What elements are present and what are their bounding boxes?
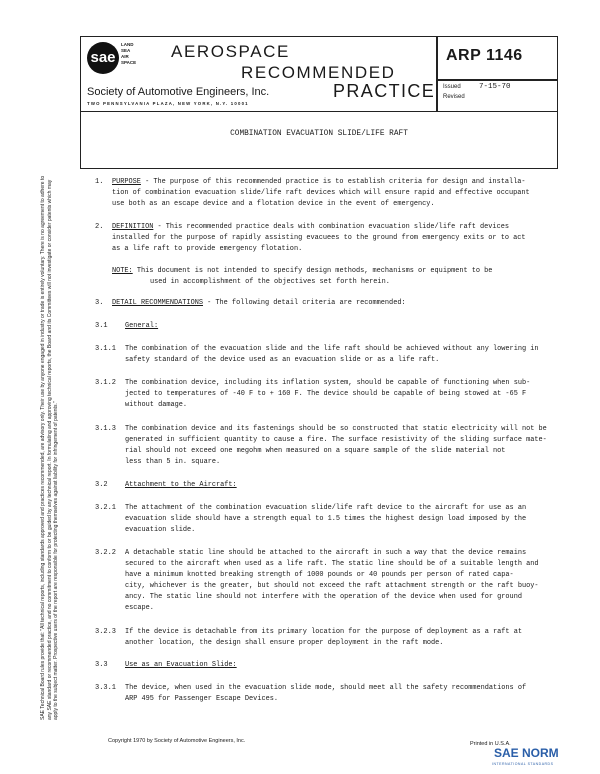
paragraph-line: evacuation slide. [125, 526, 196, 534]
paragraph-line: safety standard of the device used as an evacuation slide or as a life raft. [125, 356, 440, 364]
item-number: 3.2.1 [95, 504, 117, 512]
subsection-heading: Use as an Evacuation Slide: [125, 661, 237, 669]
note-label: NOTE: [112, 267, 133, 275]
paragraph-text: - This recommended practice deals with combination evacuation slide/life raft devices [153, 223, 509, 231]
paragraph-text: - The following detail criteria are recommended: [202, 299, 406, 307]
paragraph-line: The combination device, including its inflation system, should be capable of functioning when sub- [125, 379, 531, 387]
paragraph-line: ancy. The static line should not interfere with the operation of the device when used for ground [125, 593, 522, 601]
paragraph-line: jected to temperatures of -40 F to + 160 F. The device should be capable of being stowed at -65 F [125, 390, 527, 398]
sae-norm-watermark: SAE NORM [494, 746, 559, 760]
copyright-notice: Copyright 1970 by Society of Automotive Engineers, Inc. [108, 738, 246, 744]
note-line: used in accomplishment of the objectives set forth herein. [150, 278, 390, 286]
paragraph-line [112, 298, 406, 309]
paragraph-line: evacuation slide should have a strength equal to 1.5 times the highest design load imposed by the [125, 515, 527, 523]
subsection-number: 3.1 [95, 322, 108, 330]
title-practice: PRACTICE [333, 81, 436, 101]
paragraph-line: A detachable static line should be attached to the aircraft in such a way that the device remains [125, 549, 527, 557]
logo-word: AIR [121, 54, 129, 59]
paragraph-line: secured to the aircraft when used as a life raft. The static line should be of a suitable length and [125, 560, 539, 568]
paragraph-line: use both as an escape device and a flotation device in the event of emergency. [112, 200, 435, 208]
document-title: COMBINATION EVACUATION SLIDE/LIFE RAFT [230, 130, 408, 138]
title-box [80, 112, 558, 169]
paragraph-line [112, 177, 526, 188]
paragraph-line: ARP 495 for Passenger Escape Devices. [125, 695, 278, 703]
item-number: 3.2.3 [95, 628, 117, 636]
printed-notice: Printed in U.S.A. [470, 741, 511, 747]
item-number: 3.3.1 [95, 684, 117, 692]
logo-word: LAND [121, 42, 134, 47]
note-text: This document is not intended to specify design methods, mechanisms or equipment to be [132, 267, 493, 275]
paragraph-line [112, 222, 509, 233]
issued-label: Issued [443, 84, 461, 90]
logo-word: SEA [121, 48, 131, 53]
paragraph-line: The device, when used in the evacuation slide mode, should meet all the safety recommendations of [125, 684, 527, 692]
sae-norm-sub: INTERNATIONAL STANDARDS [492, 762, 554, 766]
society-address: TWO PENNSYLVANIA PLAZA, NEW YORK, N.Y. 10001 [87, 101, 249, 106]
section-heading: DETAIL RECOMMENDATIONS [112, 299, 203, 307]
section-number: 2. [95, 223, 104, 231]
document-header [80, 36, 558, 112]
item-number: 3.1.1 [95, 345, 117, 353]
logo-words [121, 42, 136, 66]
item-number: 3.1.2 [95, 379, 117, 387]
society-name: Society of Automotive Engineers, Inc. [87, 86, 270, 98]
subsection-number: 3.2 [95, 481, 108, 489]
paragraph-line: tion of combination evacuation slide/life raft devices which will ensure rapid and effective occupant [112, 189, 530, 197]
paragraph-line: escape. [125, 604, 154, 612]
title-recommended: RECOMMENDED [241, 63, 396, 82]
paragraph-line: rial should not exceed one megohm when measured on a square sample of the slide material not [125, 447, 506, 455]
paragraph-line: The combination of the evacuation slide and the life raft should be achieved without any lowering in [125, 345, 539, 353]
logo-word: SPACE [121, 60, 137, 65]
section-heading: PURPOSE [112, 178, 141, 186]
paragraph-line: as a life raft to provide emergency flotation. [112, 245, 303, 253]
paragraph-line: less than 5 in. square. [125, 458, 221, 466]
paragraph-line: If the device is detachable from its primary location for the purpose of deployment as a raft at [125, 628, 522, 636]
sae-logo: sae [87, 42, 119, 74]
paragraph-line: The combination device and its fastenings should be so constructed that static electricity will not be [125, 425, 547, 433]
paragraph-line: without damage. [125, 401, 188, 409]
item-number: 3.2.2 [95, 549, 117, 557]
subsection-number: 3.3 [95, 661, 108, 669]
subsection-heading: General: [125, 322, 159, 330]
paragraph-text: - The purpose of this recommended practice is to establish criteria for design and installa- [140, 178, 526, 186]
note-line [112, 266, 492, 277]
doc-number: ARP 1146 [446, 47, 523, 64]
section-number: 3. [95, 299, 104, 307]
paragraph-line: another location, the design shall ensure proper deployment in the raft mode. [125, 639, 444, 647]
section-heading: DEFINITION [112, 223, 154, 231]
side-disclaimer: SAE Technical Board rules provide that: "All technical reports, including standards approved and practices recommended, are advisory only. Their use by anyone engaged in industry or trade is entirely voluntary. There is no agreement to adhere to any SAE standard or recommended practice, and no commitment to conform to or be guided by any technical report. In formulating and approving technical reports, the Board and its Committees will not investigate or consider patents which may apply to the subject matter. Prospective users of the report are responsible for protecting themselves against liability for infringement of patents." [40, 175, 59, 720]
paragraph-line: city, whichever is the greater, but should not exceed the raft attachment strength or the raft buoy- [125, 582, 539, 590]
subsection-heading: Attachment to the Aircraft: [125, 481, 237, 489]
paragraph-line: installed for the purpose of rapidly assisting evacuees to the ground from emergency exits or to act [112, 234, 526, 242]
revised-label: Revised [443, 94, 465, 100]
paragraph-line: have a minimum knotted breaking strength of 1000 pounds or 40 pounds per person of rated capa- [125, 571, 514, 579]
header-hline [436, 79, 558, 81]
header-divider [436, 37, 438, 111]
item-number: 3.1.3 [95, 425, 117, 433]
paragraph-line: The attachment of the combination evacuation slide/life raft device to the aircraft for use as an [125, 504, 527, 512]
paragraph-line: generated in sufficient quantity to cause a fire. The surface resistivity of the sliding surface mate- [125, 436, 547, 444]
section-number: 1. [95, 178, 104, 186]
issued-date: 7-15-70 [479, 83, 511, 91]
title-aerospace: AEROSPACE [171, 42, 290, 61]
